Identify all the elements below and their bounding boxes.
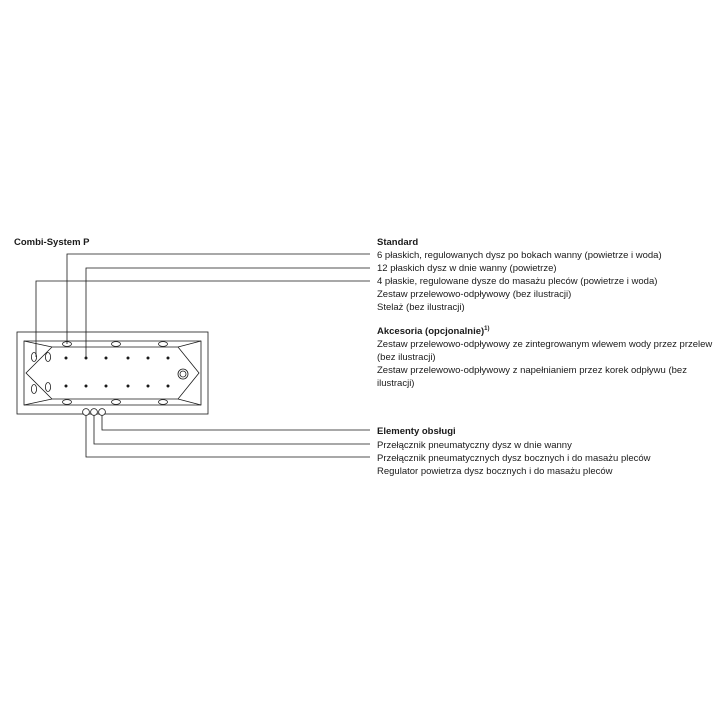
floor-jet bbox=[167, 385, 170, 388]
floor-jet bbox=[147, 357, 150, 360]
side-jet bbox=[112, 400, 121, 405]
floor-jets bbox=[65, 357, 170, 388]
controls-item: Przełącznik pneumatycznych dysz bocznych i do masażu pleców bbox=[377, 453, 651, 464]
accessories-item: Zestaw przelewowo-odpływowy ze zintegrowanym wlewem wody przez przelew bbox=[377, 339, 713, 350]
floor-jet bbox=[65, 385, 68, 388]
standard-item: 12 płaskich dysz w dnie wanny (powietrze) bbox=[377, 263, 557, 274]
tub-inner-basin bbox=[24, 341, 201, 405]
floor-jet bbox=[127, 385, 130, 388]
control-button-floor-jets bbox=[83, 409, 90, 416]
back-jet bbox=[45, 383, 50, 392]
floor-jet bbox=[127, 357, 130, 360]
leader-line-side-jets bbox=[67, 254, 370, 344]
standard-item: Stelaż (bez ilustracji) bbox=[377, 302, 465, 313]
leader-line-floor-switch bbox=[102, 415, 370, 430]
basin-edge bbox=[24, 399, 52, 405]
footnote-marker: 1) bbox=[484, 325, 490, 332]
accessories-item: Zestaw przelewowo-odpływowy z napełnianiem przez korek odpływu (bez bbox=[377, 365, 687, 376]
back-jet bbox=[45, 353, 50, 362]
floor-jet bbox=[105, 385, 108, 388]
basin-edge bbox=[178, 341, 201, 347]
tub-basin-floor bbox=[26, 347, 199, 399]
drain-outer bbox=[178, 369, 188, 379]
controls-item: Przełącznik pneumatyczny dysz w dnie wanny bbox=[377, 440, 572, 451]
side-jet bbox=[63, 400, 72, 405]
floor-jet bbox=[105, 357, 108, 360]
accessories-item: ilustracji) bbox=[377, 378, 415, 389]
tub-outer-frame bbox=[17, 332, 208, 414]
standard-item: Zestaw przelewowo-odpływowy (bez ilustracji) bbox=[377, 289, 572, 300]
floor-jet bbox=[65, 357, 68, 360]
back-jet bbox=[31, 385, 36, 394]
drain-inner bbox=[180, 371, 186, 377]
standard-item: 4 płaskie, regulowane dysze do masażu pleców (powietrze i woda) bbox=[377, 276, 658, 287]
standard-item: 6 płaskich, regulowanych dysz po bokach wanny (powietrze i woda) bbox=[377, 250, 662, 261]
side-jet bbox=[159, 400, 168, 405]
basin-edge bbox=[178, 399, 201, 405]
floor-jet bbox=[147, 385, 150, 388]
controls-item: Regulator powietrza dysz bocznych i do masażu pleców bbox=[377, 466, 613, 477]
standard-header: Standard bbox=[377, 237, 419, 248]
control-button-side-jets bbox=[91, 409, 98, 416]
accessories-item: (bez ilustracji) bbox=[377, 352, 436, 363]
diagram-title: Combi-System P bbox=[14, 237, 90, 248]
side-jet bbox=[159, 342, 168, 347]
basin-edge bbox=[24, 341, 52, 347]
leader-line-floor-jets bbox=[86, 268, 370, 358]
side-jet bbox=[112, 342, 121, 347]
accessories-header-label: Akcesoria (opcjonalnie) bbox=[377, 326, 485, 337]
accessories-header bbox=[377, 325, 490, 338]
leader-line-air-regulator bbox=[86, 415, 370, 457]
floor-jet bbox=[85, 385, 88, 388]
control-button-air-regulator bbox=[99, 409, 106, 416]
leader-line-side-switch bbox=[94, 415, 370, 444]
controls-header: Elementy obsługi bbox=[377, 426, 456, 437]
floor-jet bbox=[167, 357, 170, 360]
